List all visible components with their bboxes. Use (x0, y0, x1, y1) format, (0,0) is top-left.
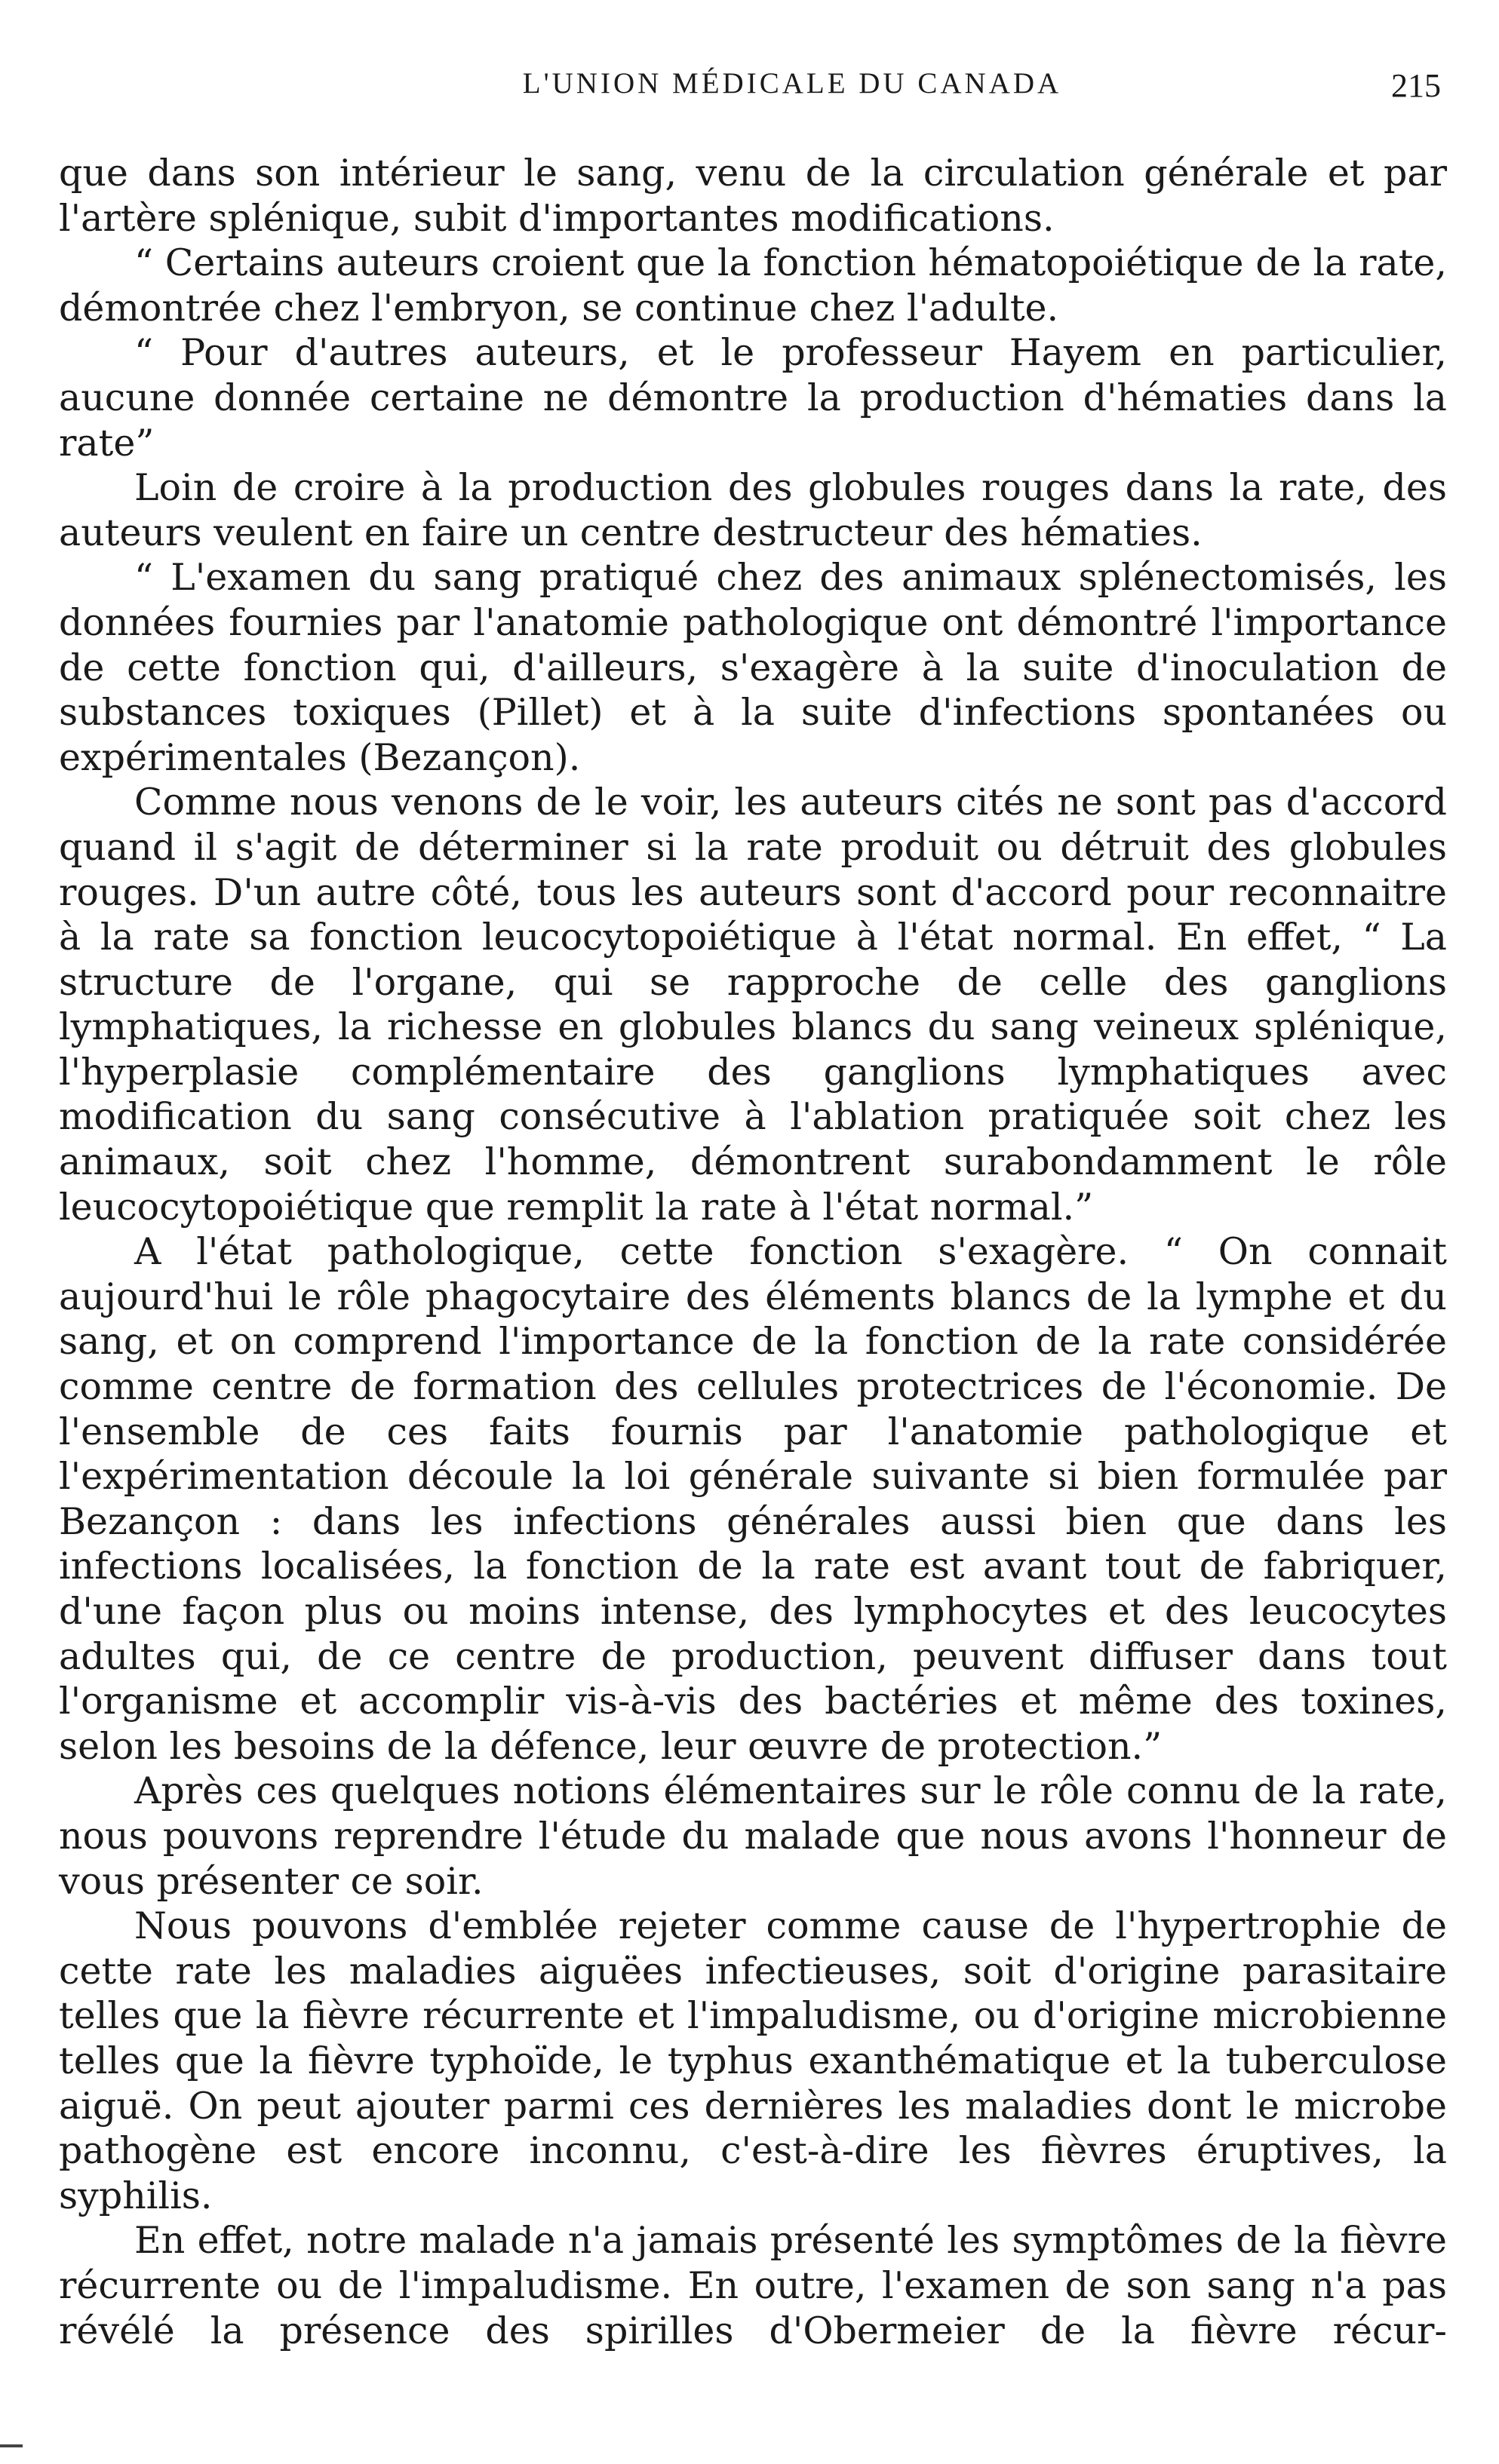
paragraph: Après ces quelques notions élémentaires sur le rôle connu de la rate, nous pouvons reprendre l'étude du malade que nous avons l'honneur de vous présenter ce soir. (59, 1769, 1447, 1903)
paragraph: A l'état pathologique, cette fonction s'exagère. “ On connait aujourd'hui le rôle phagocytaire des éléments blancs de la lymphe et du sang, et on comprend l'importance de la fonction de la rate considérée comme centre de formation des cellules protectrices de l'économie. De l'ensemble de ces faits fournis par l'anatomie pathologique et l'expérimentation découle la loi générale suivante si bien formulée par Bezançon : dans les infections générales aussi bien que dans les infections localisées, la fonction de la rate est avant tout de fabriquer, d'une façon plus ou moins intense, des lymphocytes et des leucocytes adultes qui, de ce centre de production, peuvent diffuser dans tout l'organisme et accomplir vis-à-vis des bactéries et même des toxines, selon les besoins de la défence, leur œuvre de protection.” (59, 1230, 1447, 1768)
paragraph: que dans son intérieur le sang, venu de la circulation générale et par l'artère splénique, subit d'importantes modifications. (59, 152, 1447, 240)
paragraph: “ Certains auteurs croient que la fonction hématopoiétique de la rate, démontrée chez l'embryon, se continue chez l'adulte. (59, 241, 1447, 330)
paragraph: “ Pour d'autres auteurs, et le professeur Hayem en particulier, aucune donnée certaine ne démontre la production d'hématies dans la rate” (59, 331, 1447, 465)
paragraph: En effet, notre malade n'a jamais présenté les symptômes de la fièvre récurrente ou de l'impaludisme. En outre, l'examen de son sang n'a pas révélé la présence des spirilles d'Obermeier de la fièvre récur- (59, 2219, 1447, 2352)
paragraph: “ L'examen du sang pratiqué chez des animaux splénectomisés, les données fournies par l'anatomie pathologique ont démontré l'importance de cette fonction qui, d'ailleurs, s'exagère à la suite d'inoculation de substances toxiques (Pillet) et à la suite d'infections spontanées ou expérimentales (Bezançon). (59, 556, 1447, 779)
running-head (143, 66, 1441, 112)
running-title: L'UNION MÉDICALE DU CANADA (522, 67, 1062, 100)
paragraph: Nous pouvons d'emblée rejeter comme cause de l'hypertrophie de cette rate les maladies aiguëes infectieuses, soit d'origine parasitaire telles que la fièvre récurrente et l'impaludisme, ou d'origine microbienne telles que la fièvre typhoïde, le typhus exanthématique et la tuberculose aiguë. On peut ajouter parmi ces dernières les maladies dont le microbe pathogène est encore inconnu, c'est-à-dire les fièvres éruptives, la syphilis. (59, 1904, 1447, 2217)
edge-mark (0, 2444, 23, 2447)
body-text (59, 151, 1447, 2353)
page-number: 215 (1391, 67, 1441, 104)
paragraph: Comme nous venons de le voir, les auteurs cités ne sont pas d'accord quand il s'agit de déterminer si la rate produit ou détruit des globules rouges. D'un autre côté, tous les auteurs sont d'accord pour reconnaitre à la rate sa fonction leucocytopoiétique à l'état normal. En effet, “ La structure de l'organe, qui se rapproche de celle des ganglions lymphatiques, la richesse en globules blancs du sang veineux splénique, l'hyperplasie complémentaire des ganglions lymphatiques avec modification du sang consécutive à l'ablation pratiquée soit chez les animaux, soit chez l'homme, démontrent surabondamment le rôle leucocytopoiétique que remplit la rate à l'état normal.” (59, 781, 1447, 1229)
paragraph: Loin de croire à la production des globules rouges dans la rate, des auteurs veulent en faire un centre destructeur des hématies. (59, 466, 1447, 554)
